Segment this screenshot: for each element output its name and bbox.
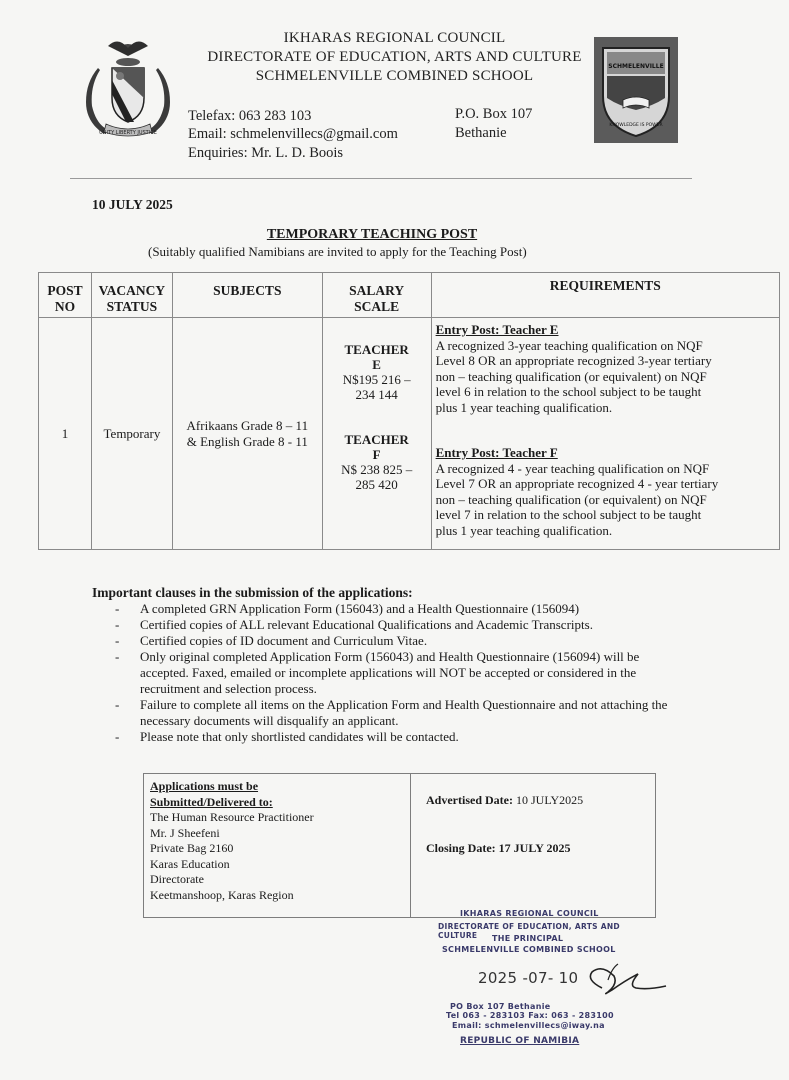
header-council: IKHARAS REGIONAL COUNCIL xyxy=(283,30,506,46)
document-date: 10 JULY 2025 xyxy=(92,197,173,212)
list-item: - Only original completed Application Form (156043) and Health Questionnaire (156094) will be accepted. Faxed, emailed or incomplete applications will NOT be accepted or considered in the recruitment and selection process. xyxy=(115,649,640,696)
crest-motto: UNITY LIBERTY JUSTICE xyxy=(99,130,157,136)
table-row xyxy=(39,318,780,550)
town: Bethanie xyxy=(455,125,507,141)
list-item: - Please note that only shortlisted candidates will be contacted. xyxy=(115,729,459,744)
list-item: - Certified copies of ID document and Curriculum Vitae. xyxy=(115,633,428,648)
salary-teacher-f: TEACHER F N$ 238 825 – 285 420 xyxy=(341,432,413,492)
header-school: SCHMELENVILLE COMBINED SCHOOL xyxy=(255,68,534,84)
th-post-no: POST NO xyxy=(39,273,92,318)
header-rule xyxy=(70,178,692,179)
enquiries: Enquiries: Mr. L. D. Boois xyxy=(188,145,344,161)
advertised-date: Advertised Date: 10 JULY2025 xyxy=(426,793,584,807)
clauses-title: Important clauses in the submission of the applications: xyxy=(92,585,413,600)
official-stamp: IKHARAS REGIONAL COUNCIL DIRECTORATE OF EDUCATION, ARTS AND CULTURE THE PRINCIPAL SCHMELENVILLE COMBINED SCHOOL 2025 -07- 10 PO Box 107 Bethanie Tel 063 - 283103 Fax: 063 - 283100 Email: schmelenvillecs@iway.na REPUBLIC OF NAMIBIA xyxy=(438,909,620,1046)
list-item: - Failure to complete all items on the Application Form and Health Questionnaire and not attaching the necessary documents will disqualify an applicant. xyxy=(115,697,668,728)
th-salary-scale: SALARY SCALE xyxy=(322,273,431,318)
submission-divider xyxy=(410,774,411,917)
submission-box xyxy=(143,773,656,918)
requirements-cell xyxy=(431,318,779,550)
po-box: P.O. Box 107 xyxy=(455,106,533,122)
badge-name: SCHMELENVILLE xyxy=(608,63,664,70)
header-directorate: DIRECTORATE OF EDUCATION, ARTS AND CULTURE xyxy=(207,49,582,65)
requirements-teacher-e: Entry Post: Teacher E A recognized 3-year teaching qualification on NQF Level 8 OR an appropriate recognized 3-year tertiary non – teaching qualification (or equivalent) on NQF level 6 in relation to the school subject to be taught plus 1 year teaching qualification. xyxy=(435,322,712,415)
subjects-cell: Afrikaans Grade 8 – 11 & English Grade 8 - 11 xyxy=(172,318,322,550)
list-item: - Certified copies of ALL relevant Educational Qualifications and Academic Transcripts. xyxy=(115,617,593,632)
closing-date: Closing Date: 17 JULY 2025 xyxy=(426,841,571,855)
badge-motto: KNOWLEDGE IS POWER xyxy=(609,123,663,128)
vacancy-table xyxy=(38,272,780,550)
post-subtitle: (Suitably qualified Namibians are invited to apply for the Teaching Post) xyxy=(148,244,527,259)
post-no-cell: 1 xyxy=(39,318,92,550)
telefax: Telefax: 063 283 103 xyxy=(188,108,312,124)
post-title: TEMPORARY TEACHING POST xyxy=(266,227,478,242)
status-cell: Temporary xyxy=(91,318,172,550)
email: Email: schmelenvillecs@gmail.com xyxy=(188,126,398,142)
table-header-row xyxy=(39,273,780,318)
th-vacancy-status: VACANCY STATUS xyxy=(91,273,172,318)
signature-icon xyxy=(578,950,673,1000)
salary-teacher-e: TEACHER E N$195 216 – 234 144 xyxy=(342,342,411,402)
list-item: - A completed GRN Application Form (156043) and a Health Questionnaire (156094) xyxy=(115,601,580,616)
salary-cell xyxy=(322,318,431,550)
th-requirements: REQUIREMENTS xyxy=(431,273,779,318)
th-subjects: SUBJECTS xyxy=(172,273,322,318)
submission-address: Applications must be Submitted/Delivered to: The Human Resource Practitioner Mr. J Sheefeni Private Bag 2160 Karas Education Directorate Keetmanshoop, Karas Region xyxy=(150,779,314,902)
requirements-teacher-f: Entry Post: Teacher F A recognized 4 - year teaching qualification on NQF Level 7 OR an appropriate recognized 4 - year tertiary non – teaching qualification (or equivalent) on NQF level 7 in relation to the school subject to be taught plus 1 year teaching qualification. xyxy=(435,445,719,538)
clauses-list xyxy=(115,601,735,745)
